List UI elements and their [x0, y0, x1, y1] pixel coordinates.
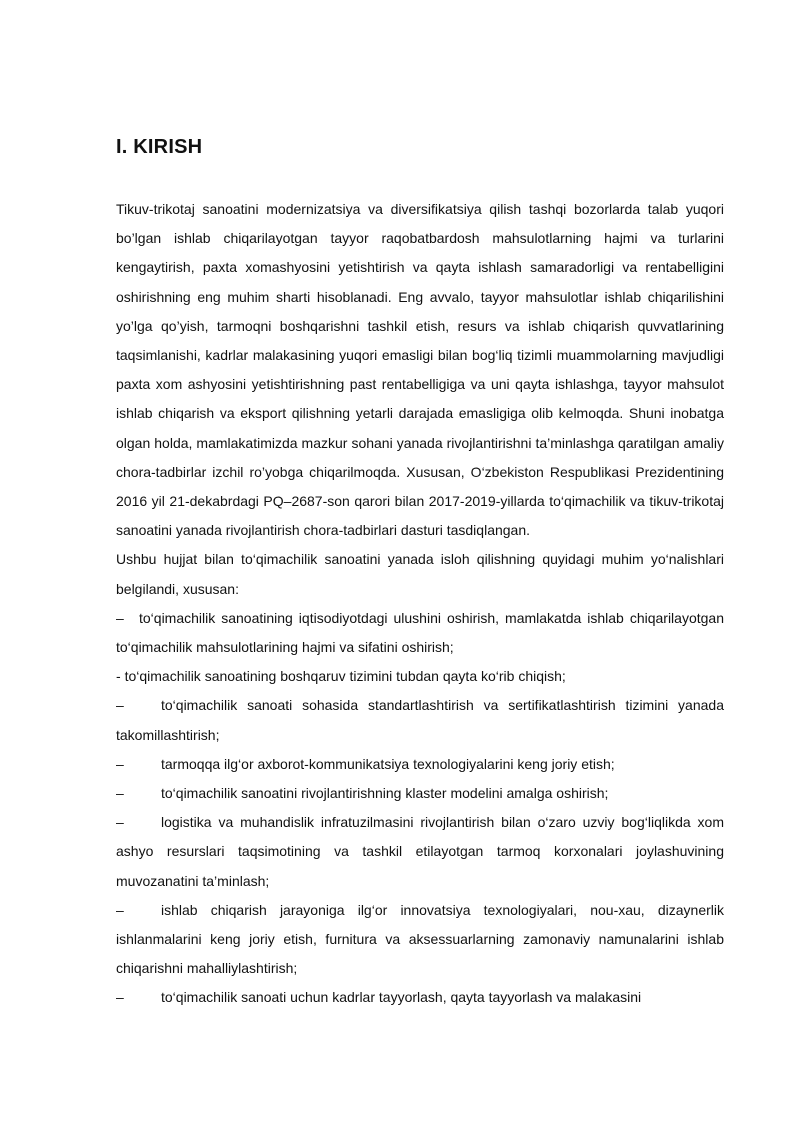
- list-item-text: to‘qimachilik sanoatining iqtisodiyotdagi ulushini oshirish, mamlakatda ishlab chiqarilayotgan to‘qimachilik mahsulotlarining hajmi va sifatini oshirish;: [116, 609, 724, 656]
- list-marker: –: [116, 755, 124, 772]
- list-item-text: logistika va muhandislik infratuzilmasini rivojlantirish bilan o‘zaro uzviy bog‘liqlikda xom ashyo resurslari taqsimotining va tashkil etilayotgan tarmoq korxonalari joylashuvining muvozanatini ta’minlash;: [116, 814, 724, 889]
- list-item-text: to‘qimachilik sanoatining boshqaruv tizimini tubdan qayta ko‘rib chiqish;: [124, 668, 566, 685]
- list-marker: –: [116, 609, 124, 626]
- intro-paragraph: Tikuv-trikotaj sanoatini modernizatsiya va diversifikatsiya qilish tashqi bozorlarda talab yuqori bo’lgan ishlab chiqarilayotgan tayyor raqobatbardosh mahsulotlarning hajmi va turlarini kengaytirish, paxta xomashyosini yetishtirish va qayta ishlash samaradorligi va rentabelligini oshirishning eng muhim sharti hisoblanadi. Eng avvalo, tayyor mahsulotlar ishlab chiqarilishini yo’lga qo’yish, tarmoqni boshqarishni tashkil etish, resurs va ishlab chiqarish quvvatlarining taqsimlanishi, kadrlar malakasining yuqori emasligi bilan bog‘liq tizimli muammolarning mavjudligi paxta xom ashyosini yetishtirishning past rentabelligiga va uni qayta ishlashga, tayyor mahsulot ishlab chiqarish va eksport qilishning yetarli darajada emasligiga olib kelmoqda. Shuni inobatga olgan holda, mamlakatimizda mazkur sohani yanada rivojlantirishni ta’minlashga qaratilgan amaliy chora-tadbirlar izchil ro’yobga chiqarilmoqda. Xususan, O‘zbekiston Respublikasi Prezidentining 2016 yil 21-dekabrdagi PQ–2687-son qarori bilan 2017-2019-yillarda to‘qimachilik va tikuv-trikotaj sanoatini yanada rivojlantirish chora-tadbirlari dasturi tasdiqlangan.: [116, 201, 724, 539]
- list-item-text: to‘qimachilik sanoati uchun kadrlar tayyorlash, qayta tayyorlash va malakasini: [161, 989, 642, 1006]
- list-marker: –: [116, 989, 124, 1006]
- list-item: [116, 662, 724, 691]
- list-item: [116, 983, 724, 1012]
- list-marker: –: [116, 785, 124, 802]
- list-item: [116, 779, 724, 808]
- list-item: [116, 896, 724, 984]
- list-item: [116, 808, 724, 896]
- list-item-text: tarmoqqa ilg‘or axborot-kommunikatsiya texnologiyalarini keng joriy etish;: [161, 755, 615, 772]
- document-body: [116, 195, 724, 1013]
- list-item: [116, 604, 724, 662]
- list-item: [116, 750, 724, 779]
- section-heading: I. KIRISH: [116, 136, 203, 158]
- lead-paragraph: Ushbu hujjat bilan to‘qimachilik sanoatini yanada isloh qilishning quyidagi muhim yo‘nalishlari belgilandi, xususan:: [116, 551, 724, 597]
- list-item-text: to‘qimachilik sanoati sohasida standartlashtirish va sertifikatlashtirish tizimini yanada takomillashtirish;: [116, 697, 724, 743]
- list-item-text: ishlab chiqarish jarayoniga ilg‘or innovatsiya texnologiyalari, nou-xau, dizaynerlik ishlanmalarini keng joriy etish, furnitura va aksessuarlarning zamonaviy namunalarini ishlab chiqarishni mahalliylashtirish;: [116, 901, 724, 977]
- list-marker: -: [116, 668, 121, 685]
- list-marker: –: [116, 901, 124, 918]
- list-item: [116, 691, 724, 749]
- list-marker: –: [116, 814, 124, 831]
- list-item-text: to‘qimachilik sanoatini rivojlantirishning klaster modelini amalga oshirish;: [161, 785, 609, 802]
- list-marker: –: [116, 697, 124, 714]
